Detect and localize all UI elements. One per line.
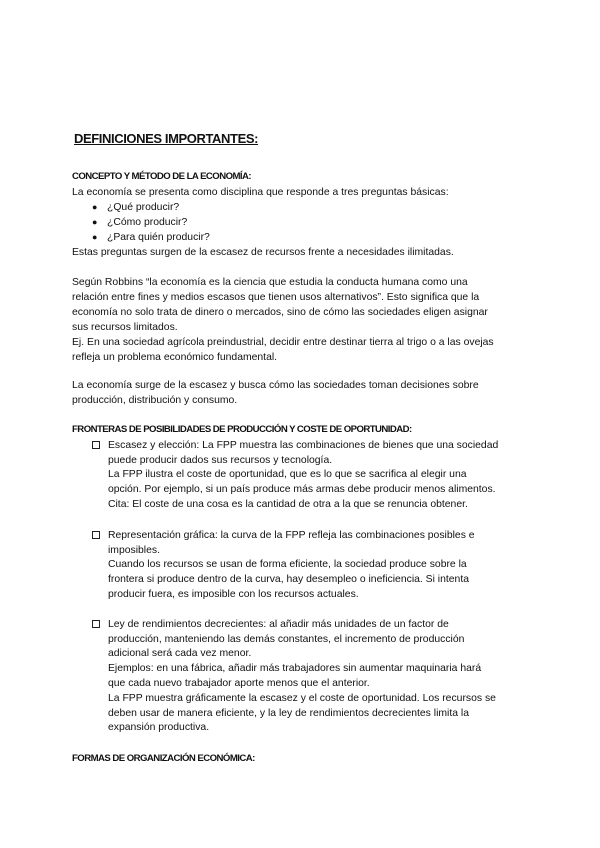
section-heading-organizacion: FORMAS DE ORGANIZACIÓN ECONÓMICA: — [72, 753, 255, 764]
item-line: opción. Por ejemplo, si un país produce más armas debe producir menos alimentos. — [108, 484, 496, 495]
list-item: ¿Qué producir? — [107, 202, 180, 213]
item-line: que cada nuevo trabajador aporte menos que el anterior. — [108, 678, 370, 689]
item-line: Cuando los recursos se usan de forma eficiente, la sociedad produce sobre la — [108, 559, 467, 570]
section-heading-concepto: CONCEPTO Y MÉTODO DE LA ECONOMÍA: — [72, 171, 252, 182]
paragraph-robbins-line: relación entre fines y medios escasos que tienen usos alternativos”. Esto significa que la — [72, 292, 480, 303]
item-line: Escasez y elección: La FPP muestra las combinaciones de bienes que una sociedad — [108, 440, 499, 451]
item-line: Representación gráfica: la curva de la FPP refleja las combinaciones posibles e — [108, 530, 475, 541]
bullet-icon: ● — [92, 217, 98, 227]
checkbox-icon[interactable] — [92, 531, 100, 539]
list-item: ¿Cómo producir? — [107, 217, 188, 228]
checkbox-icon[interactable] — [92, 441, 100, 449]
item-line: expansión productiva. — [108, 722, 210, 733]
item-line: imposibles. — [108, 545, 160, 556]
item-line: La FPP muestra gráficamente la escasez y el coste de oportunidad. Los recursos se — [108, 693, 496, 704]
bullet-icon: ● — [92, 232, 98, 242]
section-heading-fpp: FRONTERAS DE POSIBILIDADES DE PRODUCCIÓN Y COSTE DE OPORTUNIDAD: — [72, 424, 412, 435]
paragraph-robbins-line: Ej. En una sociedad agrícola preindustrial, decidir entre destinar tierra al trigo o a las ovejas — [72, 337, 494, 348]
paragraph-conclusion-line: La economía surge de la escasez y busca cómo las sociedades toman decisiones sobre — [72, 380, 479, 391]
item-line: deben usar de manera eficiente, y la ley de rendimientos decrecientes limita la — [108, 708, 469, 719]
item-line: frontera si produce dentro de la curva, hay desempleo o ineficiencia. Si intenta — [108, 574, 469, 585]
page-title: DEFINICIONES IMPORTANTES: — [74, 131, 259, 146]
item-line: Cita: El coste de una cosa es la cantidad de otra a la que se renuncia obtener. — [108, 499, 468, 510]
paragraph-conclusion-line: producción, distribución y consumo. — [72, 395, 238, 406]
paragraph-after-questions: Estas preguntas surgen de la escasez de recursos frente a necesidades ilimitadas. — [72, 247, 454, 258]
paragraph-robbins-line: refleja un problema económico fundamental. — [72, 352, 278, 363]
item-line: La FPP ilustra el coste de oportunidad, que es lo que se sacrifica al elegir una — [108, 469, 467, 480]
item-line: Ejemplos: en una fábrica, añadir más trabajadores sin aumentar maquinaria hará — [108, 663, 482, 674]
item-line: Ley de rendimientos decrecientes: al añadir más unidades de un factor de — [108, 619, 449, 630]
paragraph-robbins-line: Según Robbins “la economía es la ciencia que estudia la conducta humana como una — [72, 277, 468, 288]
item-line: producir fuera, es imposible con los recursos actuales. — [108, 589, 359, 600]
item-line: puede producir dados sus recursos y tecnología. — [108, 455, 333, 466]
checkbox-icon[interactable] — [92, 620, 100, 628]
bullet-icon: ● — [92, 202, 98, 212]
list-item: ¿Para quién producir? — [107, 232, 210, 243]
paragraph-robbins-line: economía no solo trata de dinero o mercados, sino de cómo las sociedades eligen asignar — [72, 307, 488, 318]
item-line: adicional será cada vez menor. — [108, 648, 252, 659]
item-line: producción, manteniendo las demás constantes, el incremento de producción — [108, 634, 465, 645]
paragraph-robbins-line: sus recursos limitados. — [72, 322, 178, 333]
paragraph-intro: La economía se presenta como disciplina que responde a tres preguntas básicas: — [72, 187, 449, 198]
